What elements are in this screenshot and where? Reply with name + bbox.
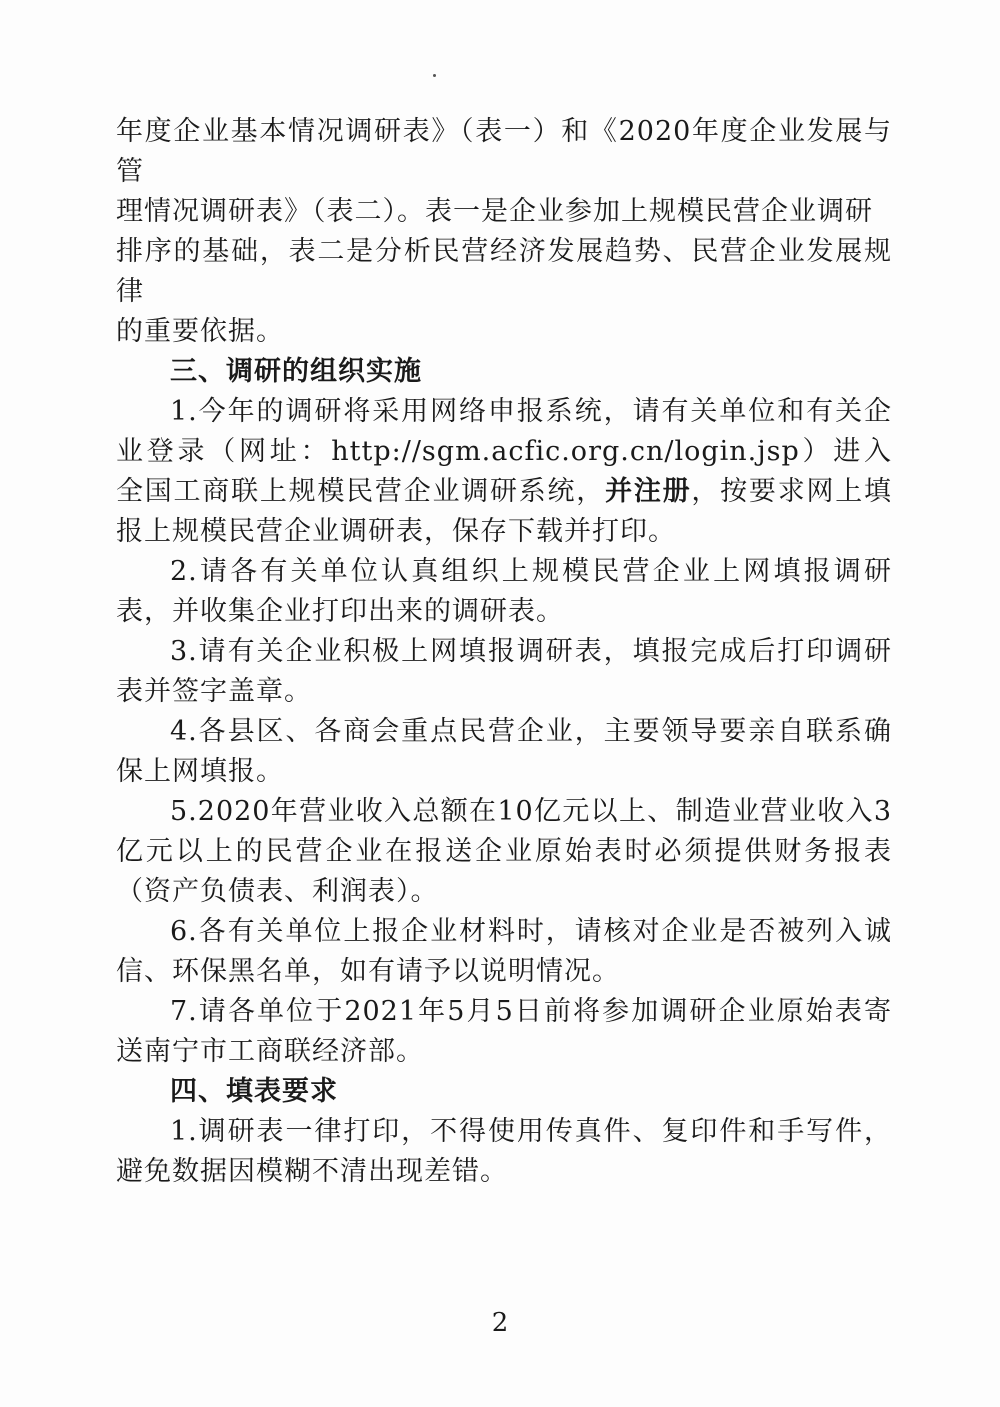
intro-line: 年度企业基本情况调研表》（表一）和《2020年度企业发展与管 bbox=[116, 116, 892, 187]
section-heading-4: 四、填表要求 bbox=[170, 1076, 338, 1107]
section3-item-6: 6.各有关单位上报企业材料时，请核对企业是否被列入诚信、环保黑名单，如有请予以说明情况。 bbox=[116, 916, 892, 987]
section3-item-5: 5.2020年营业收入总额在10亿元以上、制造业营业收入3亿元以上的民营企业在报送企业原始表时必须提供财务报表（资产负债表、利润表）。 bbox=[116, 796, 892, 907]
scan-speck bbox=[433, 74, 436, 77]
item1-bold-text: 并注册 bbox=[605, 476, 692, 507]
intro-line: 排序的基础，表二是分析民营经济发展趋势、民营企业发展规律 bbox=[116, 236, 892, 307]
item1-text-a: 1.今年的调研将采用网络申报系统，请有关单位和有关企业登录（网址：http://sgm.acfic.org.cn/login.jsp）进入全国工商联上规模民营企业调研系统， bbox=[116, 396, 892, 507]
section3-item-4: 4.各县区、各商会重点民营企业，主要领导要亲自联系确保上网填报。 bbox=[116, 716, 892, 787]
intro-line: 理情况调研表》（表二）。表一是企业参加上规模民营企业调研 bbox=[116, 196, 873, 227]
item1-text-b: ，按要求网上填报上规模民营企业调研表，保存下载并打印。 bbox=[116, 476, 893, 547]
section4-item-1: 1.调研表一律打印，不得使用传真件、复印件和手写件，避免数据因模糊不清出现差错。 bbox=[116, 1116, 892, 1187]
section3-item-1 bbox=[116, 392, 892, 552]
section3-item-3: 3.请有关企业积极上网填报调研表，填报完成后打印调研表并签字盖章。 bbox=[116, 636, 892, 707]
section3-item-7: 7.请各单位于2021年5月5日前将参加调研企业原始表寄送南宁市工商联经济部。 bbox=[116, 996, 892, 1067]
section-heading-3: 三、调研的组织实施 bbox=[170, 356, 422, 387]
intro-line: 的重要依据。 bbox=[116, 316, 284, 347]
document-body bbox=[116, 112, 892, 1192]
section3-item-2: 2.请各有关单位认真组织上规模民营企业上网填报调研表，并收集企业打印出来的调研表。 bbox=[116, 556, 892, 627]
page-number: 2 bbox=[491, 1308, 509, 1338]
